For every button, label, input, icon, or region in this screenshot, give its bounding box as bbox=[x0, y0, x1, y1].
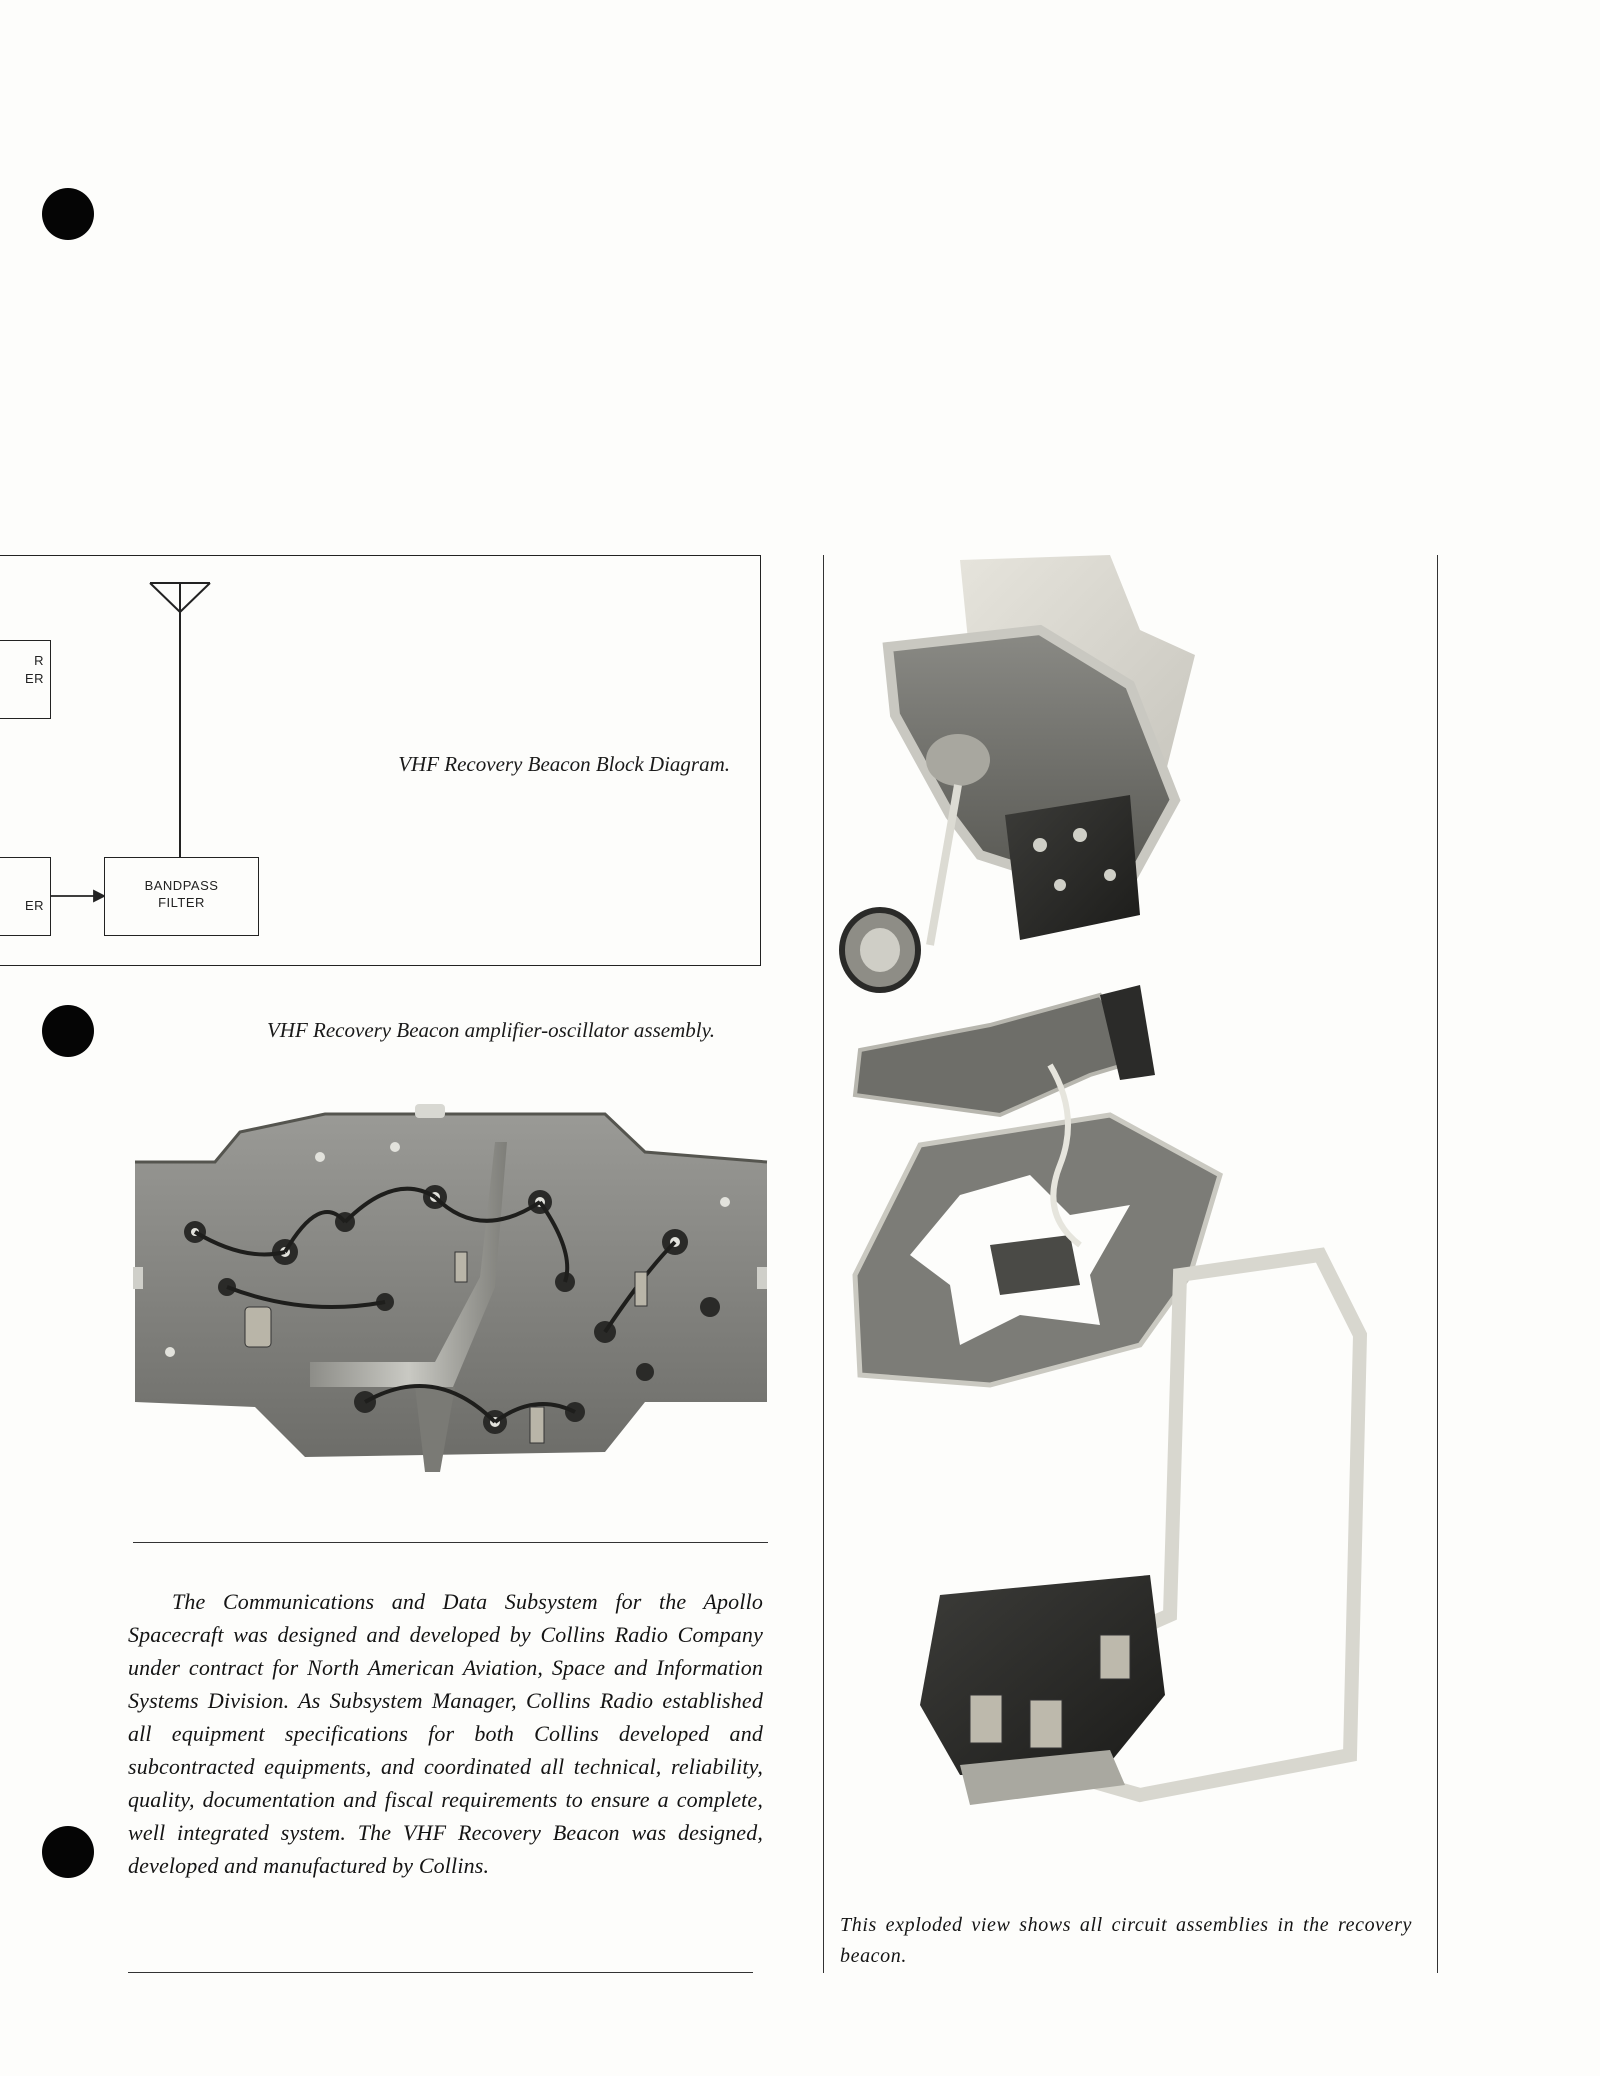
column-divider-left bbox=[823, 555, 824, 1973]
bandpass-filter-line2: FILTER bbox=[158, 895, 205, 910]
bandpass-filter-block bbox=[104, 857, 259, 936]
exploded-view-caption: This exploded view shows all circuit assemblies in the recovery beacon. bbox=[840, 1914, 1412, 1967]
exploded-view-photo bbox=[840, 555, 1410, 1890]
block-diagram-caption: VHF Recovery Beacon Block Diagram. bbox=[398, 752, 730, 776]
separator-rule-upper bbox=[133, 1542, 768, 1543]
punch-hole-middle bbox=[42, 1005, 94, 1057]
block-diagram-wiring bbox=[0, 0, 800, 980]
separator-rule-lower bbox=[128, 1972, 753, 1973]
partial-block-top bbox=[0, 640, 51, 719]
bandpass-filter-line1: BANDPASS bbox=[144, 878, 219, 893]
antenna-icon bbox=[150, 583, 210, 857]
partial-block-top-line2: ER bbox=[24, 671, 44, 686]
amplifier-photo-caption: VHF Recovery Beacon amplifier-oscillator assembly. bbox=[266, 1018, 715, 1042]
amplifier-oscillator-photo bbox=[135, 1102, 767, 1480]
punch-hole-bottom bbox=[42, 1826, 94, 1878]
partial-block-top-line1: R bbox=[34, 653, 44, 668]
body-paragraph: The Communications and Data Subsystem for the Apollo Spacecraft was designed and developed by Collins Radio Company under contract for North American Aviation, Space and Information Systems Division. As Subsystem Manager, Collins Radio established all equipment specifications for both Collins developed and subcontracted equipments, and coordinated all technical, reliability, quality, documentation and fiscal requirements to ensure a complete, well integrated system. The VHF Recovery Beacon was designed, developed and manufactured by Collins. bbox=[128, 1589, 763, 1878]
partial-block-bottom-label: ER bbox=[24, 898, 44, 913]
partial-block-bottom bbox=[0, 857, 51, 936]
signal-arrow bbox=[51, 891, 104, 901]
column-divider-right bbox=[1437, 555, 1438, 1973]
